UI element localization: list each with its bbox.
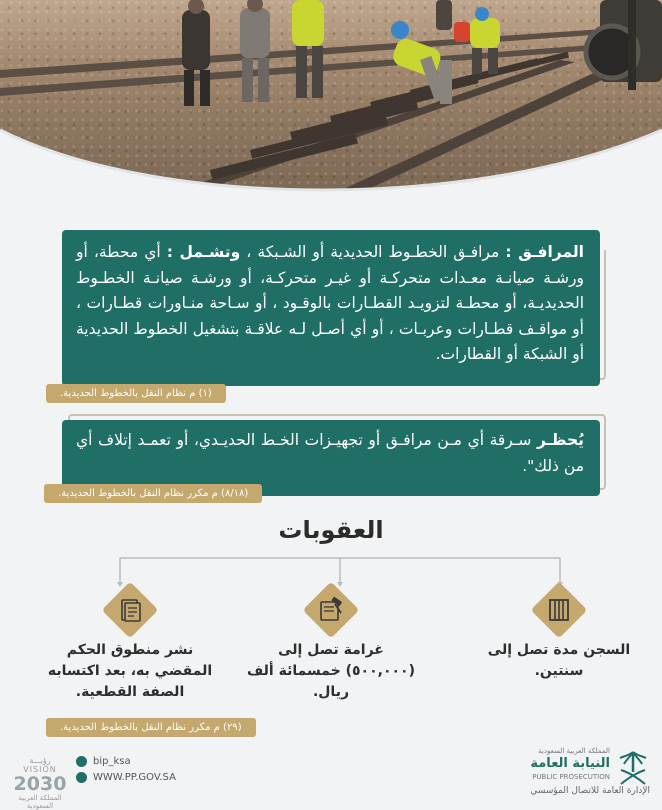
logo-kingdom-label: المملكة العربية السعودية	[538, 747, 610, 755]
fine-icon	[317, 596, 345, 624]
source-tag-article-18-8: (٨/١٨) م مكرر نظام النقل بالخطوط الحديدية.	[44, 484, 262, 503]
twitter-link[interactable]	[76, 756, 176, 767]
logo-main-label: النيابة العامة	[530, 756, 610, 771]
social-links	[76, 756, 176, 788]
penalty-publish	[40, 590, 220, 703]
facilities-text-b: أي محطة، أو ورشـة صيانـة معـدات متحركـة أو غيـر متحركـة، أو ورشـة صيانـة الخطـوط الحديديـة، أو محطـة لتزويـد القطـارات بالوقـود ، أو سـاحة منـاورات قطـارات ، أو مواقـف قطـارات وعربـات ، أو أي أصـل لـه علاقـة بتشغيل الخطوط الحديدية أو الشبكة أو القطارات.	[76, 243, 584, 363]
penalty-prison-text: السجن مدة تصل إلى سنتين.	[487, 642, 631, 679]
penalties-connector	[100, 546, 580, 586]
vision-sub-label: المملكة العربية السعودية	[18, 794, 62, 810]
logo-department-label: الإدارة العامة للاتصال المؤسسي	[530, 786, 650, 796]
footer	[0, 742, 662, 810]
vision-2030-logo	[12, 756, 68, 810]
globe-icon	[76, 772, 87, 783]
penalty-fine-text: غرامة تصل إلى (٥٠٠,٠٠٠) خمسمائة ألف ريال.	[247, 642, 415, 700]
penalty-prison	[484, 590, 634, 682]
prohibition-text: سـرقة أي مـن مرافـق أو تجهيـزات الخـط الحديـدي، أو تعمـد إتلاف أي من ذلك".	[76, 431, 584, 475]
prison-icon	[545, 596, 573, 624]
vision-year: 2030	[13, 773, 67, 795]
prohibited-term: يُحظـر	[536, 431, 584, 449]
logo-english-label: PUBLIC PROSECUTION	[532, 773, 610, 781]
source-tag-article-1: (١) م نظام النقل بالخطوط الحديدية.	[46, 384, 226, 403]
publish-verdict-icon	[116, 596, 144, 624]
vision-top-label: رؤيـــة VISION	[23, 756, 57, 774]
public-prosecution-logo	[514, 746, 650, 796]
penalty-publish-text: نشر منطوق الحكم المقضي به، بعد اكتسابه الصفة القطعية.	[47, 642, 213, 700]
website-url: WWW.PP.GOV.SA	[93, 772, 176, 783]
penalty-fine	[246, 590, 416, 703]
twitter-icon	[76, 756, 87, 767]
penalties-title: العقوبات	[278, 516, 384, 544]
facilities-term: المرافـق :	[505, 243, 584, 261]
facilities-definition-card	[62, 230, 600, 386]
facilities-text-a: مرافـق الخطـوط الحديدية أو الشـبكة ،	[240, 243, 506, 261]
website-link[interactable]	[76, 772, 176, 783]
includes-term: وتشـمل :	[166, 243, 241, 261]
twitter-handle: bip_ksa	[93, 756, 131, 767]
palm-swords-emblem-icon	[616, 748, 650, 788]
source-tag-article-29: (٢٩) م مكرر نظام النقل بالخطوط الحديدية.	[46, 718, 256, 737]
